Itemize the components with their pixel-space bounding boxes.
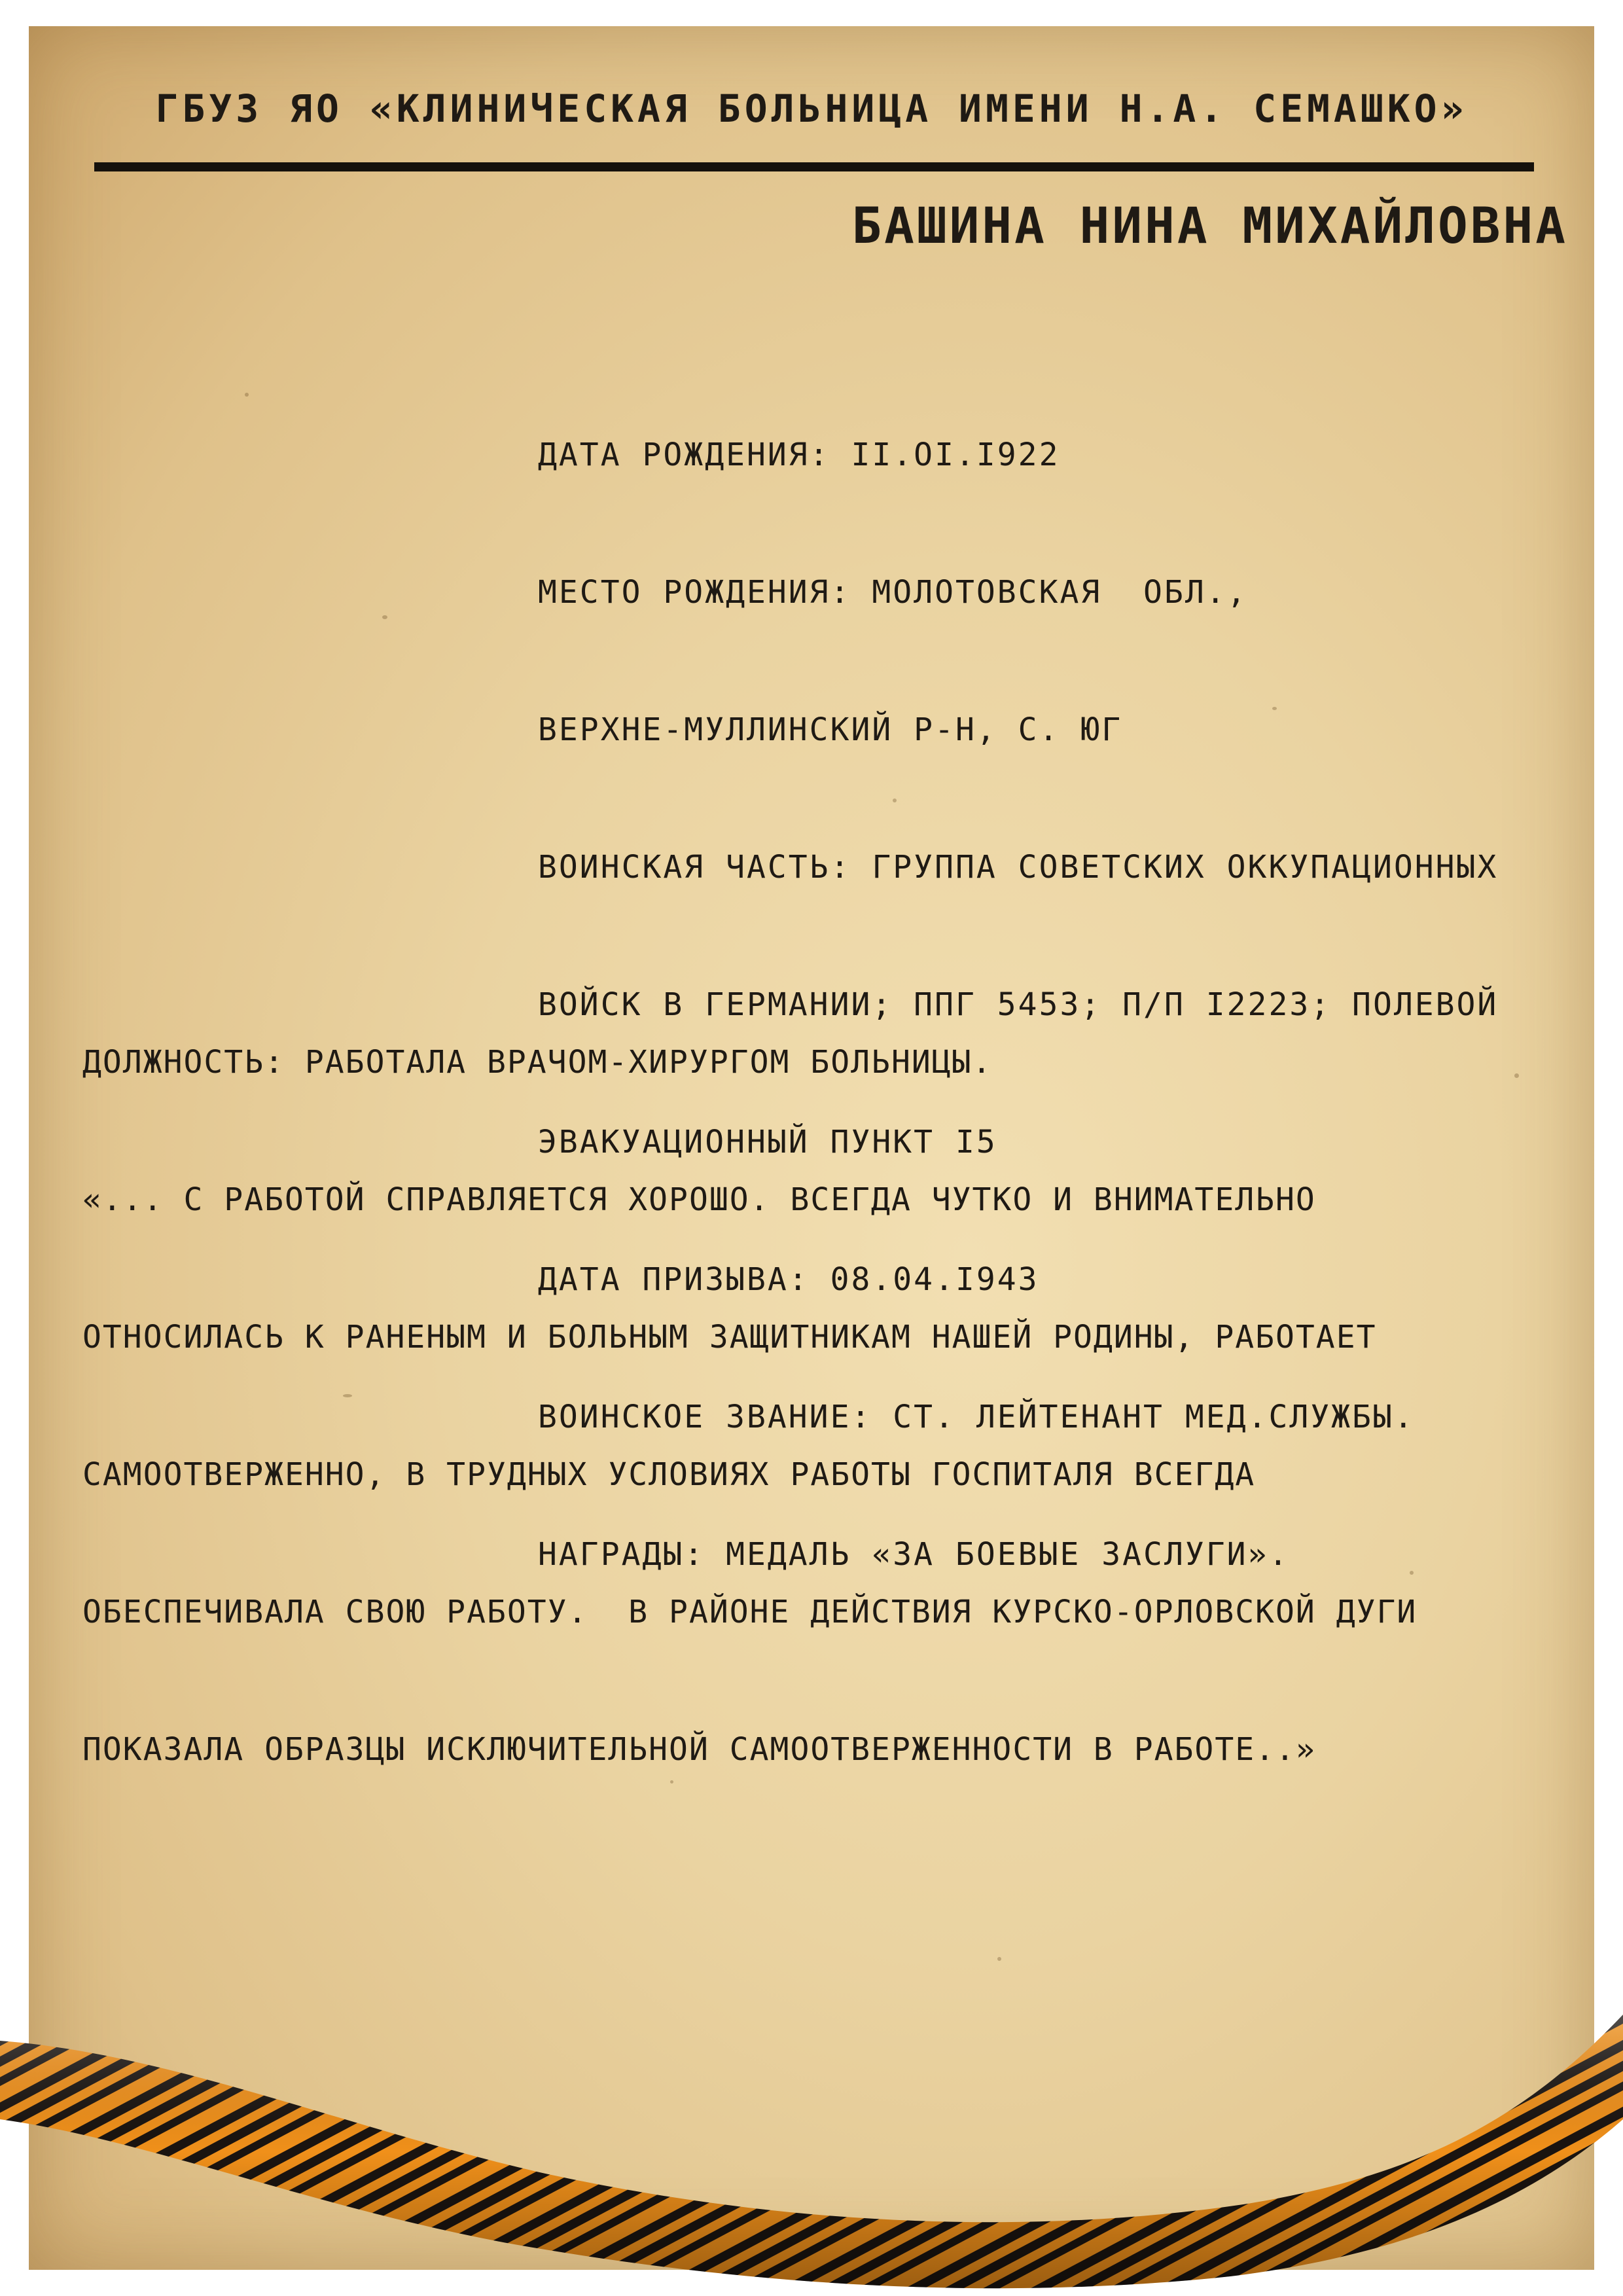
info-birth-place-cont: ВЕРХНЕ-МУЛЛИНСКИЙ Р-Н, С. ЮГ xyxy=(538,711,1123,748)
header-divider xyxy=(94,162,1534,171)
body-line: ПОКАЗАЛА ОБРАЗЦЫ ИСКЛЮЧИТЕЛЬНОЙ САМООТВЕРЖЕННОСТИ В РАБОТЕ..» xyxy=(82,1731,1316,1768)
body-line: «... С РАБОТОЙ СПРАВЛЯЕТСЯ ХОРОШО. ВСЕГДА ЧУТКО И ВНИМАТЕЛЬНО xyxy=(82,1181,1316,1218)
info-military-unit-cont: ВОЙСК В ГЕРМАНИИ; ППГ 5453; П/П I2223; ПОЛЕВОЙ xyxy=(538,986,1499,1023)
info-military-rank: ВОИНСКОЕ ЗВАНИЕ: СТ. ЛЕЙТЕНАНТ МЕД.СЛУЖБЫ. xyxy=(538,1399,1415,1435)
body-line: ДОЛЖНОСТЬ: РАБОТАЛА ВРАЧОМ-ХИРУРГОМ БОЛЬНИЦЫ. xyxy=(82,1044,993,1081)
info-awards: НАГРАДЫ: МЕДАЛЬ «ЗА БОЕВЫЕ ЗАСЛУГИ». xyxy=(538,1536,1290,1573)
paper-speck xyxy=(1514,1073,1519,1078)
organization-header: ГБУЗ ЯО «КЛИНИЧЕСКАЯ БОЛЬНИЦА ИМЕНИ Н.А. СЕМАШКО» xyxy=(155,86,1468,131)
info-military-unit-cont2: ЭВАКУАЦИОННЫЙ ПУНКТ I5 xyxy=(538,1124,997,1160)
info-draft-date: ДАТА ПРИЗЫВА: 08.04.I943 xyxy=(538,1261,1039,1298)
person-full-name: БАШИНА НИНА МИХАЙЛОВНА xyxy=(851,196,1568,255)
aged-paper-background xyxy=(29,26,1594,2270)
body-line: ОТНОСИЛАСЬ К РАНЕНЫМ И БОЛЬНЫМ ЗАЩИТНИКАМ НАШЕЙ РОДИНЫ, РАБОТАЕТ xyxy=(82,1319,1377,1355)
ribbon-shading xyxy=(0,2015,1623,2288)
paper-speck xyxy=(382,615,387,619)
body-line: САМООТВЕРЖЕННО, В ТРУДНЫХ УСЛОВИЯХ РАБОТЫ ГОСПИТАЛЯ ВСЕГДА xyxy=(82,1456,1256,1493)
service-description xyxy=(82,948,1417,1864)
info-birth-date: ДАТА РОЖДЕНИЯ: II.OI.I922 xyxy=(538,437,1060,473)
info-military-unit: ВОИНСКАЯ ЧАСТЬ: ГРУППА СОВЕТСКИХ ОККУПАЦИОННЫХ xyxy=(538,849,1499,886)
st-george-ribbon xyxy=(0,1956,1623,2296)
paper-speck xyxy=(245,393,249,397)
body-line: ОБЕСПЕЧИВАЛА СВОЮ РАБОТУ. В РАЙОНЕ ДЕЙСТВИЯ КУРСКО-ОРЛОВСКОЙ ДУГИ xyxy=(82,1594,1418,1630)
info-birth-place: МЕСТО РОЖДЕНИЯ: МОЛОТОВСКАЯ ОБЛ., xyxy=(538,574,1248,611)
